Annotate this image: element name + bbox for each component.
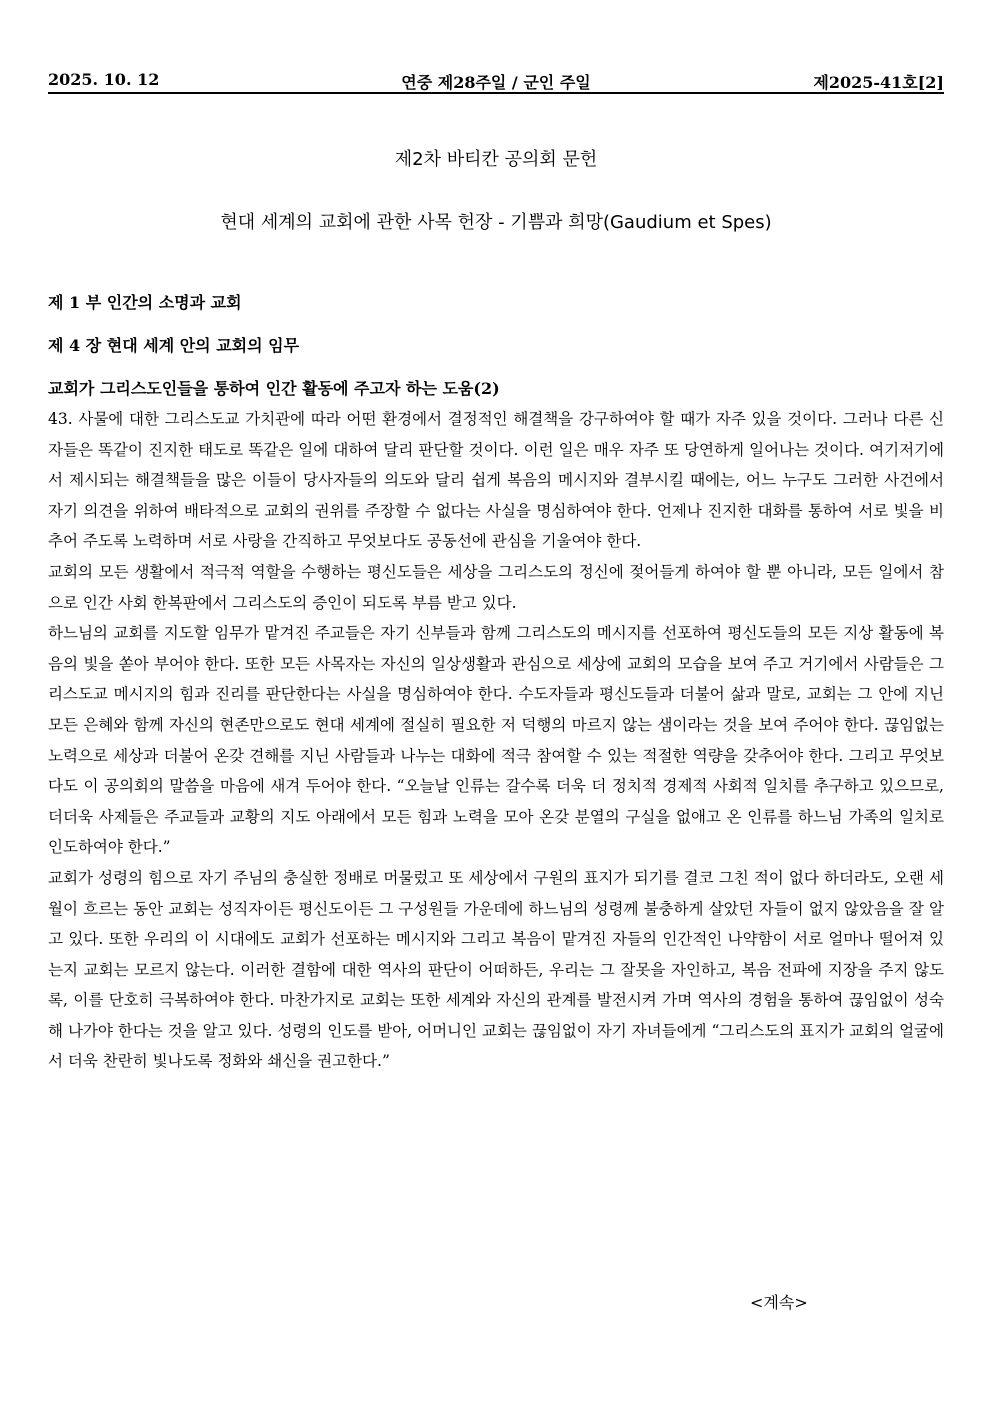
header-issue-number: 제2025-41호[2] — [813, 73, 944, 92]
paragraph: 하느님의 교회를 지도할 임무가 맡겨진 주교들은 자기 신부들과 함께 그리스도의 메시지를 선포하여 평신도들의 모든 지상 활동에 복음의 빛을 쏟아 부어야 한다. 또한 모든 사목자는 자신의 일상생활과 관심으로 세상에 교회의 모습을 보여 주고 거기에서 사람들은 그리스도교 메시지의 힘과 진리를 판단한다는 사실을 명심하여야 한다. 수도자들과 평신도들과 더불어 삶과 말로, 교회는 그 안에 지닌 모든 은혜와 함께 자신의 현존만으로도 현대 세계에 절실히 필요한 저 덕행의 마르지 않는 샘이라는 것을 보여 주어야 한다. 끊임없는 노력으로 세상과 더불어 온갖 견해를 지닌 사람들과 나누는 대화에 적극 참여할 수 있는 적절한 역량을 갖추어야 한다. 그리고 무엇보다도 이 공의회의 말씀을 마음에 새겨 두어야 한다. “오늘날 인류는 갈수록 더욱 더 정치적 경제적 사회적 일치를 추구하고 있으므로, 더더욱 사제들은 주교들과 교황의 지도 아래에서 모든 힘과 노력을 모아 온갖 분열의 구실을 없애고 온 인류를 하느님 가족의 일치로 인도하여야 한다.” — [48, 624, 944, 857]
paragraph: 교회가 성령의 힘으로 자기 주님의 충실한 정배로 머물렀고 또 세상에서 구원의 표지가 되기를 결코 그친 적이 없다 하더라도, 오랜 세월이 흐르는 동안 교회는 성직자이든 평신도이든 그 구성원들 가운데에 하느님의 성령께 불충하게 살았던 자들이 없지 않았음을 잘 알고 있다. 또한 우리의 이 시대에도 교회가 선포하는 메시지와 그리고 복음이 맡겨진 자들의 인간적인 나약함이 서로 얼마나 떨어져 있는지 교회는 모르지 않는다. 이러한 결함에 대한 역사의 판단이 어떠하든, 우리는 그 잘못을 자인하고, 복음 전파에 지장을 주지 않도록, 이를 단호히 극복하여야 한다. 마찬가지로 교회는 또한 세계와 자신의 관계를 발전시켜 가며 역사의 경험을 통하여 끊임없이 성숙해 나가야 한다는 것을 알고 있다. 성령의 인도를 받아, 어머니인 교회는 끊임없이 자기 자녀들에게 “그리스도의 표지가 교회의 얼굴에서 더욱 찬란히 빛나도록 정화와 쇄신을 권고한다.” — [48, 868, 944, 1071]
continued-note: <계속> — [750, 1293, 808, 1312]
header-date: 2025. 10. 12 — [48, 70, 160, 89]
chapter-heading: 제 4 장 현대 세계 안의 교회의 임무 — [48, 336, 300, 355]
paragraph: 교회의 모든 생활에서 적극적 역할을 수행하는 평신도들은 세상을 그리스도의 정신에 젖어들게 하여야 할 뿐 아니라, 모든 일에서 참으로 인간 사회 한복판에서 그리스도의 증인이 되도록 부름 받고 있다. — [48, 562, 944, 612]
document-title: 현대 세계의 교회에 관한 사목 헌장 - 기쁨과 희망(Gaudium et Spes) — [220, 212, 772, 233]
document-source: 제2차 바티칸 공의회 문헌 — [394, 149, 598, 170]
header-liturgical-day: 연중 제28주일 / 군인 주일 — [401, 73, 591, 92]
section-heading: 교회가 그리스도인들을 통하여 인간 활동에 주고자 하는 도움(2) — [48, 379, 500, 398]
page-header — [48, 70, 944, 94]
part-heading: 제 1 부 인간의 소명과 교회 — [48, 293, 242, 312]
article-body — [48, 404, 944, 1077]
paragraph: 43. 사물에 대한 그리스도교 가치관에 따라 어떤 환경에서 결정적인 해결책을 강구하여야 할 때가 자주 있을 것이다. 그러나 다른 신자들은 똑같이 진지한 태도로 똑같은 일에 대하여 달리 판단할 것이다. 이런 일은 매우 자주 또 당연하게 일어나는 것이다. 여기저기에서 제시되는 해결책들을 많은 이들이 당사자들의 의도와 달리 쉽게 복음의 메시지와 결부시킬 때에는, 어느 누구도 그러한 사건에서 자기 의견을 위하여 배타적으로 교회의 권위를 주장할 수 없다는 사실을 명심하여야 한다. 언제나 진지한 대화를 통하여 서로 빛을 비추어 주도록 노력하며 서로 사랑을 간직하고 무엇보다도 공동선에 관심을 기울여야 한다. — [48, 410, 944, 551]
